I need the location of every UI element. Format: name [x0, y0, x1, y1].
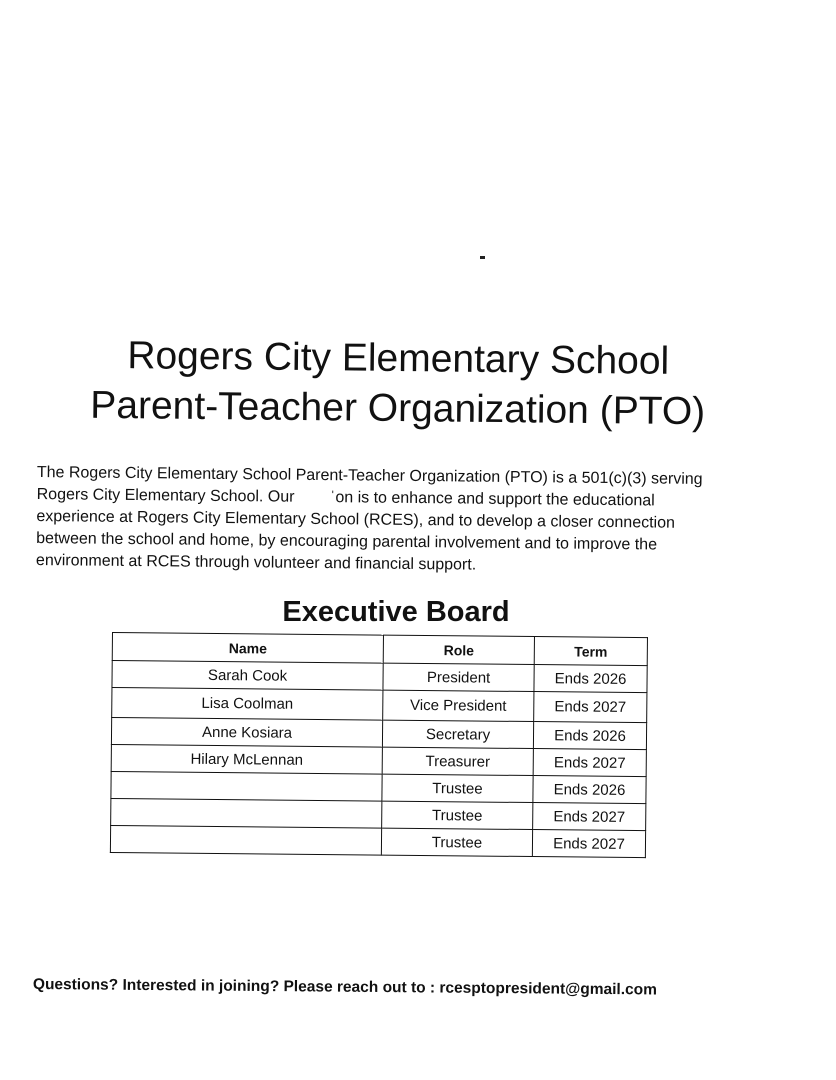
- member-term: Ends 2027: [532, 830, 645, 858]
- member-role: President: [383, 663, 534, 691]
- intro-line: environment at RCES through volunteer and financial support.: [35, 551, 477, 574]
- member-role: Treasurer: [382, 747, 533, 775]
- member-name: [111, 771, 382, 801]
- intro-paragraph: [36, 462, 757, 580]
- member-role: Secretary: [382, 720, 533, 748]
- member-name: Sarah Cook: [112, 661, 383, 691]
- contact-footer: Questions? Interested in joining? Please reach out to : rcesptopresident@gmail.com: [32, 976, 658, 999]
- column-header-term: Term: [534, 637, 647, 666]
- member-term: Ends 2027: [533, 803, 646, 831]
- column-header-name: Name: [112, 633, 383, 664]
- member-name: Hilary McLennan: [111, 744, 382, 774]
- member-term: Ends 2027: [534, 692, 647, 723]
- intro-line: The Rogers City Elementary School Parent-Teacher Organization (PTO) is a 501(c)(3) serving: [36, 463, 703, 488]
- member-name: [111, 798, 382, 828]
- executive-board-table: [110, 632, 648, 858]
- intro-line: between the school and home, by encouraging parental involvement and to improve the: [36, 529, 658, 554]
- page-title: [0, 330, 797, 438]
- member-name: Lisa Coolman: [112, 688, 383, 721]
- title-line-1: Rogers City Elementary School: [127, 334, 670, 383]
- member-term: Ends 2026: [533, 776, 646, 804]
- member-term: Ends 2026: [533, 722, 646, 750]
- column-header-role: Role: [383, 635, 534, 664]
- member-role: Trustee: [382, 774, 533, 802]
- executive-board-heading: Executive Board: [282, 596, 510, 628]
- intro-line: Rogers City Elementary School. Our ˈon is to enhance and support the educational: [36, 485, 655, 510]
- member-name: Anne Kosiara: [111, 718, 382, 748]
- member-role: Trustee: [381, 828, 532, 856]
- member-term: Ends 2027: [533, 749, 646, 777]
- member-role: Trustee: [382, 801, 533, 829]
- intro-line: experience at Rogers City Elementary School (RCES), and to develop a closer connection: [36, 507, 676, 532]
- title-line-2: Parent-Teacher Organization (PTO): [90, 383, 706, 434]
- scan-speck: [480, 256, 485, 259]
- member-name: [110, 825, 381, 855]
- member-role: Vice President: [383, 690, 534, 721]
- member-term: Ends 2026: [534, 665, 647, 693]
- table-row: [110, 825, 645, 857]
